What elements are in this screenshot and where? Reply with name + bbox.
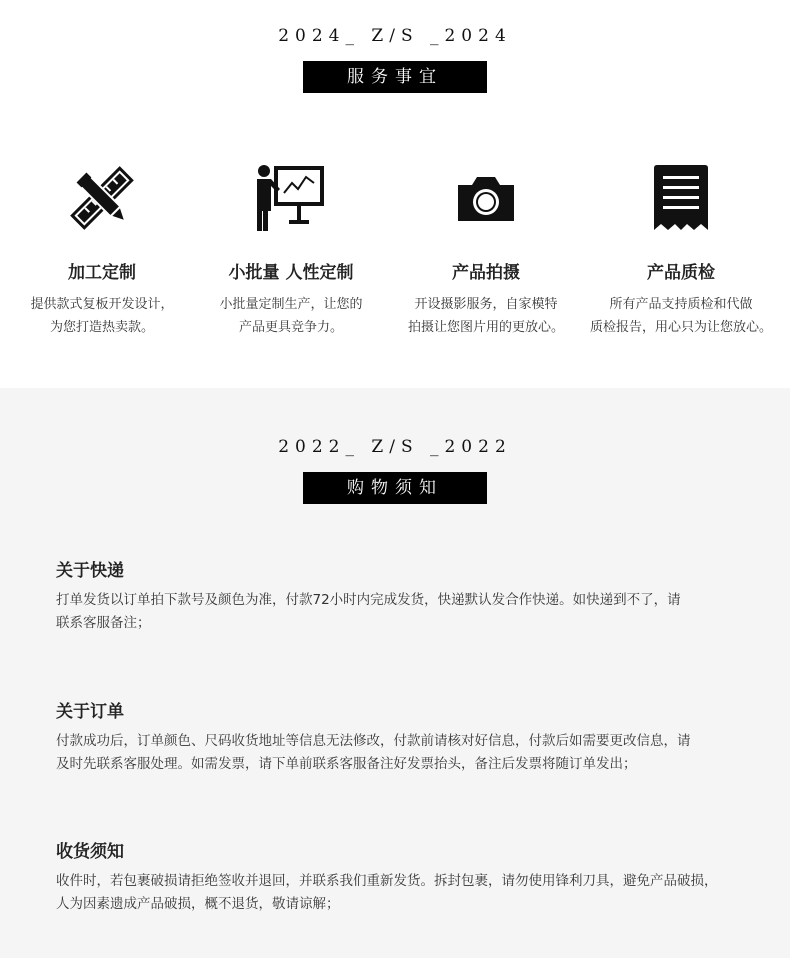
receipt-icon [585,160,777,236]
service-item-small-batch [195,160,387,339]
service-description: 开设摄影服务，自家模特 拍摄让您图片用的更放心。 [407,297,564,335]
service-description: 所有产品支持质检和代做 质检报告，用心只为让您放心。 [589,297,772,335]
presentation-board-icon [195,160,387,236]
year-line: 2024_ Z/S _2024 [278,26,512,46]
shopping-notice-section [0,388,790,958]
service-title: 产品质检 [647,263,715,283]
notice-title: 收货须知 [56,842,124,862]
notice-text: 收件时，若包裹破损请拒绝签收并退回，并联系我们重新发货。拆封包裹，请勿使用锋利刀具，避免产品破损， 人为因素遗成产品破损，概不退货，敬请谅解； [56,873,718,912]
year-line: 2022_ Z/S _2022 [278,437,512,457]
notice-shipping [56,556,746,635]
service-item-custom-processing [6,160,198,339]
service-item-quality-inspection [585,160,777,339]
service-title: 小批量 人性定制 [228,263,354,283]
camera-icon [390,160,582,236]
service-item-product-photography [390,160,582,339]
notice-title: 关于快递 [56,561,124,581]
notice-text: 付款成功后，订单颜色、尺码收货地址等信息无法修改，付款前请核对好信息，付款后如需要更改信息，请 及时先联系客服处理。如需发票，请下单前联系客服备注好发票抬头，备注后发票将随订单发出； [56,733,691,772]
service-description: 小批量定制生产，让您的 产品更具竞争力。 [219,297,363,335]
notice-orders [56,697,746,776]
section-title: 购物须知 [303,472,487,504]
service-description: 提供款式复板开发设计， 为您打造热卖款。 [30,297,174,335]
notice-title: 关于订单 [56,702,124,722]
notice-text: 打单发货以订单拍下款号及颜色为准，付款72小时内完成发货，快递默认发合作快递。如快递到不了，请 联系客服备注； [56,592,681,631]
service-title: 加工定制 [68,263,136,283]
section-title: 服务事宜 [303,61,487,93]
services-section [0,0,790,388]
pencil-ruler-icon [6,160,198,236]
service-title: 产品拍摄 [452,263,520,283]
notice-receiving [56,837,746,916]
